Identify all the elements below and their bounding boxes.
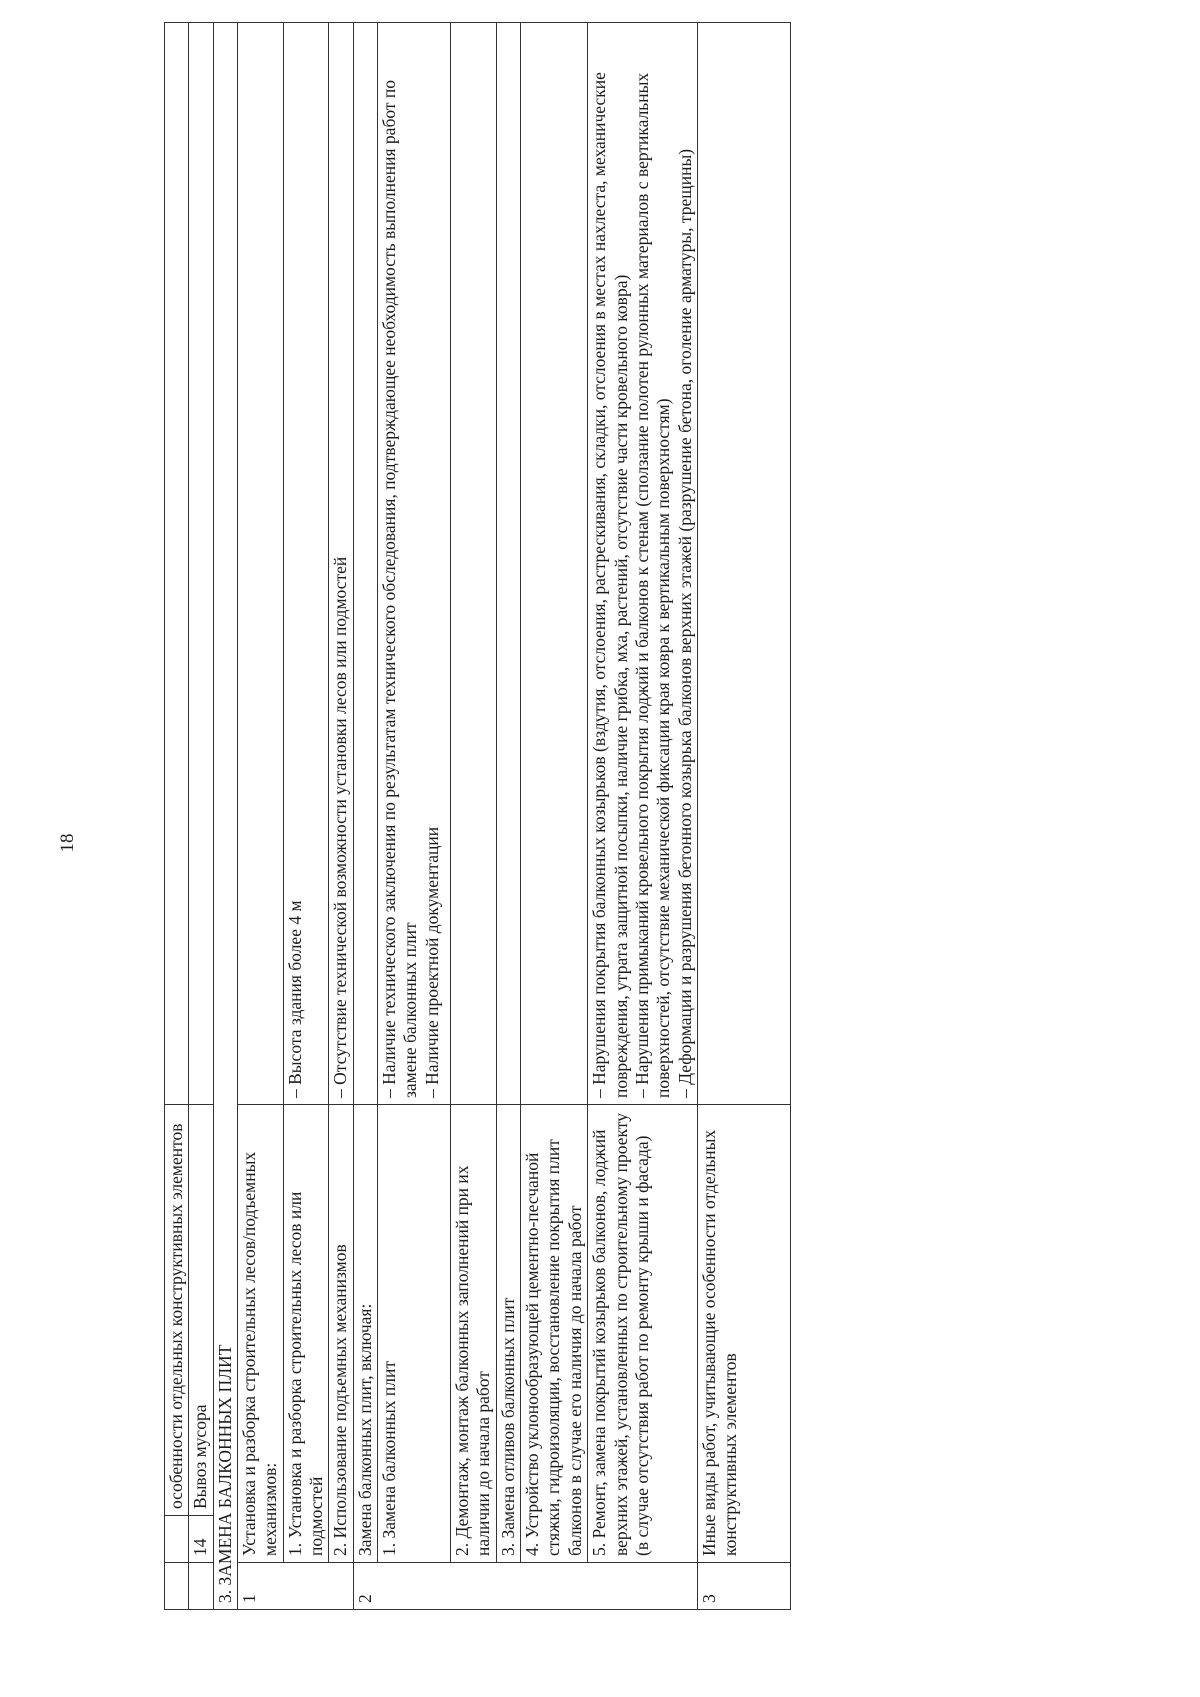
table-cell-group bbox=[189, 1563, 213, 1610]
works-table bbox=[164, 22, 791, 1610]
table-cell-work: 2. Использование подъемных механизмов bbox=[329, 1105, 353, 1563]
table-row bbox=[496, 23, 520, 1610]
table-cell-conditions bbox=[165, 23, 189, 1105]
table-cell-conditions bbox=[697, 23, 790, 1105]
table-row bbox=[378, 23, 451, 1610]
table-row bbox=[189, 23, 213, 1610]
table-row bbox=[329, 23, 353, 1610]
table-row bbox=[697, 23, 790, 1610]
table-cell-work: Вывоз мусора bbox=[189, 1105, 213, 1516]
table-cell-num: 14 bbox=[189, 1516, 213, 1563]
table-cell-group: 3 bbox=[697, 1563, 790, 1610]
table-cell-conditions bbox=[329, 23, 353, 1105]
table-row bbox=[283, 23, 329, 1610]
table-cell-conditions bbox=[451, 23, 497, 1105]
table-cell-group: 2 bbox=[353, 1563, 697, 1610]
table-cell-conditions bbox=[353, 23, 377, 1105]
table-row bbox=[588, 23, 698, 1610]
table-cell-work: 1. Установка и разборка строительных лесов или подмостей bbox=[283, 1105, 329, 1563]
table-row bbox=[165, 23, 189, 1610]
table-cell-group bbox=[165, 1563, 189, 1610]
table-cell-conditions bbox=[238, 23, 284, 1105]
table-cell-conditions bbox=[189, 23, 213, 1105]
condition-item: – Наличие проектной документации bbox=[421, 826, 442, 1098]
condition-item: – Нарушения примыканий кровельного покрытия лоджий и балконов к стенам (сползание полотен рулонных материалов с вертикальных поверхностей, отсутствие механической фиксации края ковра к вертикальным поверхностям) bbox=[631, 72, 674, 1098]
table-cell-group: 1 bbox=[238, 1563, 354, 1610]
condition-item: – Деформации и разрушения бетонного козырька балконов верхних этажей (разрушение бетона, оголение арматуры, трещины) bbox=[674, 148, 695, 1098]
table-cell-conditions bbox=[283, 23, 329, 1105]
section-heading: 3. ЗАМЕНА БАЛКОННЫХ ПЛИТ bbox=[213, 23, 237, 1610]
table-row bbox=[353, 23, 377, 1610]
table-cell-work: Иные виды работ, учитывающие особенности отдельных конструктивных элементов bbox=[697, 1105, 790, 1563]
condition-item: – Наличие технического заключения по результатам технического обследования, подтверждающее необходимость выполнения работ по замене балконных плит bbox=[379, 79, 421, 1098]
table-cell-conditions bbox=[378, 23, 451, 1105]
table-cell-work: Замена балконных плит, включая: bbox=[353, 1105, 377, 1563]
table-cell-work: 3. Замена отливов балконных плит bbox=[496, 1105, 520, 1563]
condition-item: – Отсутствие технической возможности установки лесов или подмостей bbox=[330, 556, 351, 1098]
condition-item: – Нарушения покрытия балконных козырьков (вздутия, отслоения, растрескивания, складки, отслоения в местах нахлеста, механические повреждения, утрата защитной посыпки, наличие грибка, мха, растений, отсутствие части кровельного ковра) bbox=[589, 72, 631, 1098]
section-row bbox=[213, 23, 237, 1610]
table-cell-work: особенности отдельных конструктивных элементов bbox=[165, 1105, 189, 1516]
table-cell-num bbox=[165, 1516, 189, 1563]
table-cell-work: 2. Демонтаж, монтаж балконных заполнений при их наличии до начала работ bbox=[451, 1105, 497, 1563]
table-cell-work: 5. Ремонт, замена покрытий козырьков балконов, лоджий верхних этажей, установленных по строительному проекту (в случае отсутствия работ по ремонту крыши и фасада) bbox=[588, 1105, 698, 1563]
table-cell-work: 4. Устройство уклонообразующей цементно-песчаной стяжки, гидроизоляции, восстановление покрытия плит балконов в случае его наличия до начала работ bbox=[521, 1105, 588, 1563]
rotated-table-wrapper bbox=[164, 72, 1054, 1610]
table-cell-conditions bbox=[496, 23, 520, 1105]
table-cell-work: Установка и разборка строительных лесов/подъемных механизмов: bbox=[238, 1105, 284, 1563]
condition-item: – Высота здания более 4 м bbox=[284, 900, 305, 1098]
table-row bbox=[521, 23, 588, 1610]
table-cell-conditions bbox=[588, 23, 698, 1105]
table-canvas bbox=[164, 72, 1054, 1610]
table-row bbox=[451, 23, 497, 1610]
table-cell-conditions bbox=[521, 23, 588, 1105]
page-number: 18 bbox=[57, 833, 78, 853]
table-cell-work: 1. Замена балконных плит bbox=[378, 1105, 451, 1563]
table-row bbox=[238, 23, 284, 1610]
